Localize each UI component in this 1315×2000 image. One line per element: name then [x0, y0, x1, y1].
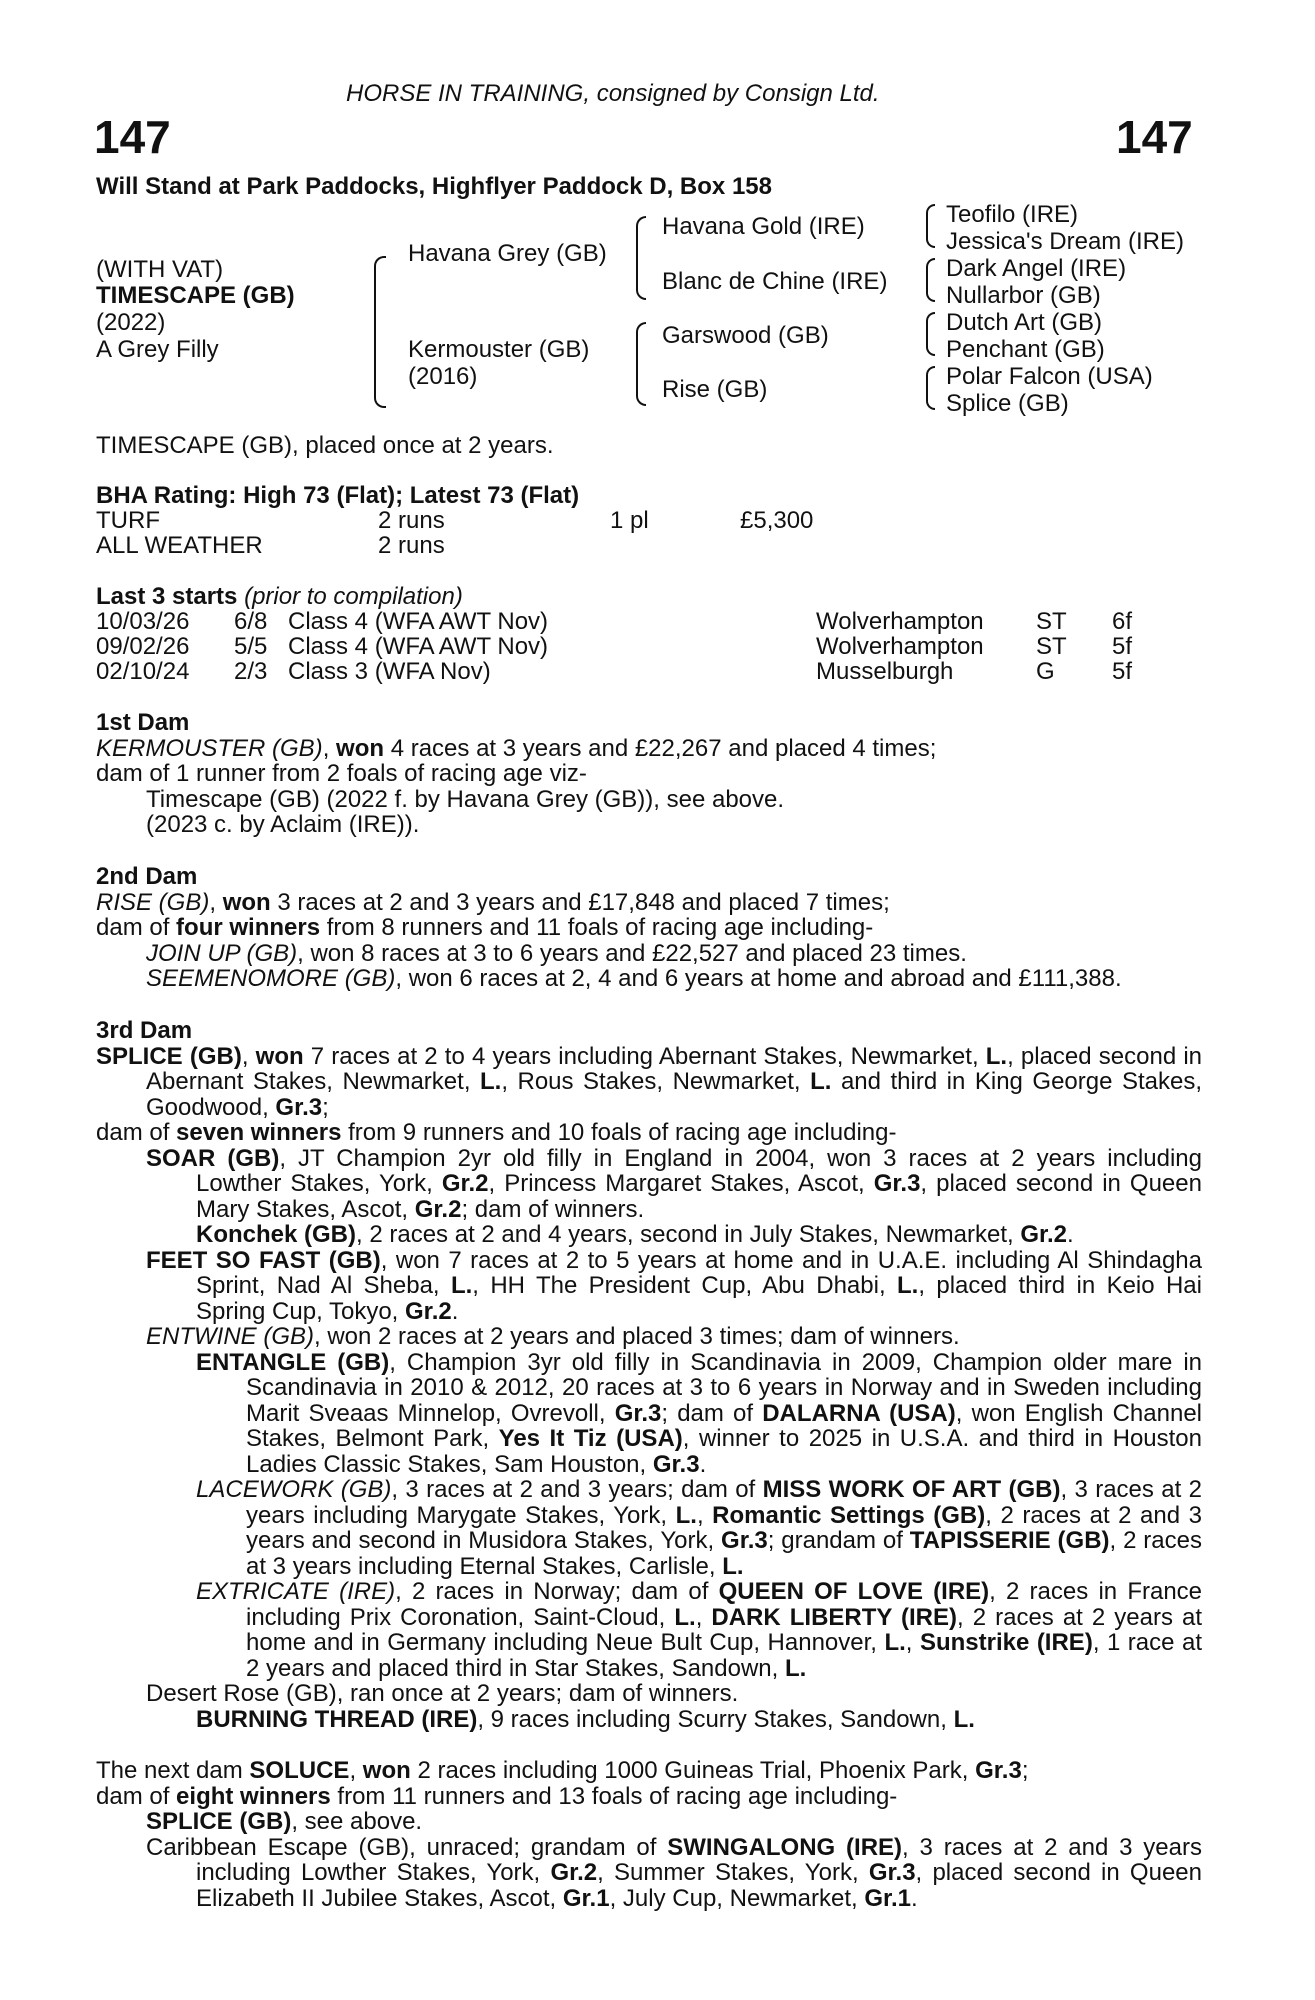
- t: The next dam: [96, 1757, 250, 1784]
- last-starts-heading: [96, 584, 463, 610]
- pedigree-brace-ss: [926, 204, 935, 248]
- next-dam-line2: [96, 1784, 1202, 1810]
- pedigree-brace-main: [374, 256, 386, 408]
- second-dam-line2: [96, 915, 1202, 941]
- t: , winner to 2025 in U.S.A. and third in Houston Ladies Classic Stakes, Sam Houston,: [246, 1425, 1203, 1478]
- pedigree-dam-sire: Garswood (GB): [662, 322, 829, 349]
- horse-summary: TIMESCAPE (GB), placed once at 2 years.: [96, 432, 554, 459]
- t: dam of: [96, 1782, 177, 1810]
- lot-number-right: 147: [1116, 111, 1193, 163]
- second-dam-heading: 2nd Dam: [96, 863, 198, 890]
- pedigree-dss: Dutch Art (GB): [946, 309, 1103, 336]
- grade: Gr.3: [721, 1527, 768, 1554]
- t: ,: [349, 1757, 363, 1784]
- t: .: [699, 1450, 707, 1478]
- t: , Rous Stakes, Newmarket,: [501, 1068, 811, 1095]
- produce-splice: [96, 1809, 1202, 1835]
- pedigree-sire-dam: Blanc de Chine (IRE): [662, 268, 888, 295]
- t: ;: [1021, 1757, 1029, 1784]
- produce-extricate: [96, 1579, 1202, 1681]
- produce-name: Yes It Tiz (USA): [498, 1425, 683, 1452]
- t: and third in King George Stakes, Goodwood,: [146, 1068, 1202, 1121]
- pedigree-brace-ds: [926, 312, 935, 356]
- t: , Princess Margaret Stakes, Ascot,: [488, 1170, 874, 1197]
- t: ; grandam of: [767, 1527, 910, 1554]
- produce-entwine: [96, 1324, 1202, 1350]
- grade: L.: [897, 1272, 919, 1299]
- first-dam-produce-2: (2023 c. by Aclaim (IRE)).: [146, 811, 420, 838]
- dam-name: RISE (GB): [96, 888, 210, 916]
- produce-burning-thread: [96, 1707, 1202, 1733]
- produce-konchek: [96, 1222, 1202, 1248]
- grade: Gr.2: [550, 1859, 598, 1886]
- grade: L.: [450, 1272, 473, 1299]
- t: , won 2 races at 2 years and placed 3 times; dam of winners.: [314, 1323, 960, 1350]
- next-dam-line1: [96, 1758, 1202, 1784]
- third-dam-heading: 3rd Dam: [96, 1017, 193, 1044]
- t: ,: [695, 1603, 712, 1631]
- produce-name: DALARNA (USA): [762, 1399, 956, 1427]
- first-dam-section: [96, 710, 1202, 838]
- t: from 11 runners and 13 foals of racing age including-: [330, 1782, 898, 1810]
- pedigree-dds: Polar Falcon (USA): [946, 363, 1153, 390]
- t: , see above.: [291, 1808, 423, 1835]
- third-dam-section: [96, 1018, 1202, 1732]
- pedigree-sdd: Nullarbor (GB): [946, 282, 1101, 309]
- t: dam of: [96, 1119, 177, 1146]
- t: , 1 race at 2 years and placed third in Star Stakes, Sandown,: [246, 1629, 1203, 1682]
- pedigree-dam-year: (2016): [408, 363, 478, 390]
- grade: Gr.3: [868, 1859, 916, 1886]
- rating-turf-runs: 2 runs: [378, 507, 445, 534]
- produce-name: QUEEN OF LOVE (IRE): [718, 1578, 990, 1605]
- start-course: Wolverhampton: [816, 633, 984, 660]
- produce-desert-rose: Desert Rose (GB), ran once at 2 years; dam of winners.: [146, 1680, 739, 1707]
- t: , July Cup, Newmarket,: [609, 1884, 865, 1912]
- bha-rating-heading: BHA Rating: High 73 (Flat); Latest 73 (Flat): [96, 482, 580, 509]
- produce-name: SEEMENOMORE (GB): [146, 965, 396, 992]
- pedigree-sss: Teofilo (IRE): [946, 201, 1079, 228]
- start-position: 6/8: [234, 608, 268, 635]
- vat-note: (WITH VAT): [96, 256, 224, 283]
- t: , HH The President Cup, Abu Dhabi,: [472, 1272, 897, 1299]
- pedigree-dam-dam: Rise (GB): [662, 376, 768, 403]
- grade: L.: [884, 1629, 906, 1656]
- last-starts-note: (prior to compilation): [244, 583, 463, 610]
- start-position: 2/3: [234, 658, 268, 685]
- won-label: won: [222, 888, 271, 916]
- start-going: G: [1036, 658, 1055, 685]
- grade: L.: [722, 1552, 744, 1580]
- t: , 2 races at 2 years at home and in Germany including Neue Bult Cup, Hannover,: [246, 1603, 1202, 1656]
- t: , JT Champion 2yr old filly in England in 2004, won 3 races at 2 years including Lowther Stakes, York,: [196, 1144, 1202, 1197]
- produce-name: SWINGALONG (IRE): [667, 1833, 903, 1861]
- start-going: ST: [1036, 608, 1067, 635]
- produce-record: , won 6 races at 2, 4 and 6 years at home and abroad and £111,388.: [395, 965, 1122, 992]
- start-date: 02/10/24: [96, 658, 190, 685]
- text: from 8 runners and 11 foals of racing age including-: [320, 914, 874, 941]
- produce-name: Sunstrike (IRE): [919, 1629, 1093, 1656]
- t: ,: [696, 1501, 713, 1529]
- grade: Gr.1: [562, 1884, 610, 1912]
- start-race: Class 4 (WFA AWT Nov): [288, 608, 549, 635]
- grade: Gr.2: [441, 1170, 489, 1197]
- start-race: Class 3 (WFA Nov): [288, 658, 491, 685]
- pedigree-ddd: Splice (GB): [946, 390, 1069, 417]
- t: , 2 races in France including Prix Coronation, Saint-Cloud,: [246, 1578, 1203, 1631]
- grade: Gr.3: [614, 1399, 662, 1427]
- won-label: won: [362, 1757, 411, 1784]
- winners-count: four winners: [176, 914, 321, 941]
- winners-count: eight winners: [176, 1782, 331, 1810]
- grade: L.: [675, 1501, 697, 1529]
- t: ; dam of winners.: [461, 1195, 645, 1223]
- start-distance: 5f: [1112, 633, 1133, 660]
- pedigree-sds: Dark Angel (IRE): [946, 255, 1127, 282]
- produce-name: SPLICE (GB): [146, 1808, 292, 1835]
- first-dam-heading: 1st Dam: [96, 709, 190, 736]
- grade: L.: [674, 1603, 696, 1631]
- next-dam-section: [96, 1758, 1202, 1911]
- produce-name: ENTWINE (GB): [146, 1323, 314, 1350]
- first-dam-produce-1: Timescape (GB) (2022 f. by Havana Grey (GB)), see above.: [146, 785, 785, 813]
- grade: L.: [480, 1068, 502, 1095]
- grade: Gr.1: [864, 1884, 912, 1912]
- pedigree-brace-dam: [636, 322, 646, 406]
- start-course: Musselburgh: [816, 658, 954, 685]
- t: , won English Channel Stakes, Belmont Park,: [246, 1399, 1202, 1452]
- produce-record: , won 8 races at 3 to 6 years and £22,527 and placed 23 times.: [297, 939, 967, 967]
- text: dam of: [96, 914, 177, 941]
- lot-number-left: 147: [94, 111, 171, 163]
- t: , 9 races including Scurry Stakes, Sandown,: [477, 1705, 954, 1733]
- t: .: [1067, 1221, 1074, 1248]
- start-course: Wolverhampton: [816, 608, 984, 635]
- t: , Champion 3yr old filly in Scandinavia in 2009, Champion older mare in Scandinavia in 2010 & 2012, 20 races at 3 to 6 years in Norway and in Sweden including Marit Sveaas Minnelop, Ovrevoll,: [246, 1348, 1202, 1427]
- t: , placed third in Keio Hai Spring Cup, Tokyo,: [196, 1272, 1202, 1325]
- produce-name: Romantic Settings (GB): [712, 1501, 986, 1529]
- pedigree-brace-sire: [636, 216, 646, 300]
- t: 7 races at 2 to 4 years including Abernant Stakes, Newmarket,: [303, 1042, 986, 1070]
- grade: Gr.3: [652, 1450, 700, 1478]
- first-dam-line1: KERMOUSTER (GB), won 4 races at 3 years and £22,267 and placed 4 times;: [96, 734, 937, 762]
- t: Caribbean Escape (GB), unraced; grandam of: [146, 1833, 668, 1861]
- t: .: [451, 1297, 459, 1325]
- start-distance: 5f: [1112, 658, 1133, 685]
- grade: L.: [953, 1705, 975, 1733]
- pedigree-brace-sd: [926, 258, 935, 302]
- dam-name: SOLUCE: [249, 1757, 350, 1784]
- produce-feet-so-fast: [96, 1248, 1202, 1325]
- t: , 3 races at 2 and 3 years; dam of: [391, 1476, 763, 1503]
- grade: L.: [810, 1068, 832, 1095]
- produce-name: BURNING THREAD (IRE): [196, 1705, 478, 1733]
- last-starts-title: Last 3 starts: [96, 583, 238, 610]
- second-dam-section: [96, 864, 1202, 992]
- pedigree-dsd: Penchant (GB): [946, 336, 1105, 363]
- t: , 3 races at 2 years including Marygate Stakes, York,: [246, 1476, 1202, 1529]
- t: 2 races including 1000 Guineas Trial, Phoenix Park,: [410, 1757, 976, 1784]
- t: ,: [905, 1629, 920, 1656]
- t: , 3 races at 2 and 3 years including Lowther Stakes, York,: [196, 1833, 1202, 1886]
- rating-aw-runs: 2 runs: [378, 532, 445, 559]
- won-label: won: [255, 1042, 304, 1070]
- grade: Gr.2: [414, 1195, 462, 1223]
- horse-name: TIMESCAPE (GB): [96, 282, 295, 309]
- location-line: Will Stand at Park Paddocks, Highflyer Paddock D, Box 158: [96, 173, 772, 200]
- produce-name: ENTANGLE (GB): [196, 1348, 390, 1376]
- grade: Gr.3: [975, 1757, 1022, 1784]
- dam-name: KERMOUSTER (GB): [96, 734, 323, 762]
- t: from 9 runners and 10 foals of racing age including-: [341, 1119, 897, 1146]
- t: ; dam of: [661, 1399, 763, 1427]
- start-distance: 6f: [1112, 608, 1133, 635]
- grade: Gr.3: [275, 1093, 323, 1121]
- produce-name: EXTRICATE (IRE): [196, 1578, 396, 1605]
- third-dam-splice: [96, 1044, 1202, 1121]
- produce-name: TAPISSERIE (GB): [909, 1527, 1110, 1554]
- start-race: Class 4 (WFA AWT Nov): [288, 633, 549, 660]
- t: , 2 races at 2 and 4 years, second in July Stakes, Newmarket,: [356, 1221, 1021, 1248]
- produce-soar: [96, 1146, 1202, 1223]
- grade: Gr.2: [405, 1297, 452, 1325]
- grade: L.: [985, 1042, 1008, 1070]
- start-position: 5/5: [234, 633, 268, 660]
- produce-name: MISS WORK OF ART (GB): [762, 1476, 1061, 1503]
- t: , placed second in Queen Mary Stakes, Ascot,: [196, 1170, 1202, 1223]
- winners-count: seven winners: [176, 1119, 342, 1146]
- dam-name: SPLICE (GB): [96, 1042, 242, 1070]
- grade: Gr.2: [1020, 1221, 1068, 1248]
- pedigree-ssd: Jessica's Dream (IRE): [946, 228, 1184, 255]
- second-dam-produce-1: [96, 941, 1202, 967]
- horse-year: (2022): [96, 309, 166, 336]
- page-header: HORSE IN TRAINING, consigned by Consign Ltd.: [346, 80, 880, 107]
- dam-record: 4 races at 3 years and £22,267 and placed 4 times;: [384, 734, 937, 762]
- t: , 2 races in Norway; dam of: [395, 1578, 719, 1605]
- third-dam-dam-of: [96, 1120, 1202, 1146]
- dam-record: 3 races at 2 and 3 years and £17,848 and placed 7 times;: [270, 888, 890, 916]
- horse-description: A Grey Filly: [96, 336, 219, 363]
- grade: L.: [784, 1654, 807, 1682]
- t: , won 7 races at 2 to 5 years at home and in U.A.E. including Al Shindagha Sprint, Nad Al Sheba,: [196, 1246, 1202, 1299]
- pedigree-dam: Kermouster (GB): [408, 336, 590, 363]
- t: ;: [322, 1093, 329, 1121]
- t: .: [911, 1884, 918, 1912]
- t: , 2 races at 3 years including Eternal Stakes, Carlisle,: [246, 1527, 1202, 1580]
- produce-name: LACEWORK (GB): [196, 1476, 392, 1503]
- rating-turf-placed: 1 pl: [610, 507, 649, 534]
- pedigree-sire-sire: Havana Gold (IRE): [662, 213, 865, 240]
- first-dam-line2: dam of 1 runner from 2 foals of racing age viz-: [96, 760, 587, 787]
- t: , Summer Stakes, York,: [597, 1859, 869, 1886]
- start-going: ST: [1036, 633, 1067, 660]
- t: , placed second in Abernant Stakes, Newmarket,: [146, 1042, 1202, 1095]
- start-date: 09/02/26: [96, 633, 190, 660]
- t: , 2 races at 2 and 3 years and second in Musidora Stakes, York,: [246, 1501, 1202, 1554]
- t: , placed second in Queen Elizabeth II Jubilee Stakes, Ascot,: [196, 1859, 1202, 1912]
- produce-lacework: [96, 1477, 1202, 1579]
- produce-caribbean-escape: [96, 1835, 1202, 1912]
- produce-name: JOIN UP (GB): [146, 939, 298, 967]
- second-dam-produce-2: [96, 966, 1202, 992]
- pedigree-brace-dd: [926, 366, 935, 410]
- rating-aw-surface: ALL WEATHER: [96, 532, 263, 559]
- produce-name: Konchek (GB): [196, 1221, 357, 1248]
- grade: Gr.3: [873, 1170, 921, 1197]
- produce-name: DARK LIBERTY (IRE): [711, 1603, 958, 1631]
- rating-turf-earnings: £5,300: [740, 507, 814, 534]
- second-dam-line1: RISE (GB), won 3 races at 2 and 3 years and £17,848 and placed 7 times;: [96, 888, 890, 916]
- start-date: 10/03/26: [96, 608, 190, 635]
- produce-name: SOAR (GB): [146, 1144, 280, 1172]
- t: ,: [241, 1042, 256, 1070]
- produce-entangle: [96, 1350, 1202, 1478]
- rating-turf-surface: TURF: [96, 507, 160, 534]
- pedigree-sire: Havana Grey (GB): [408, 240, 607, 267]
- won-label: won: [336, 734, 385, 762]
- produce-name: FEET SO FAST (GB): [146, 1246, 381, 1274]
